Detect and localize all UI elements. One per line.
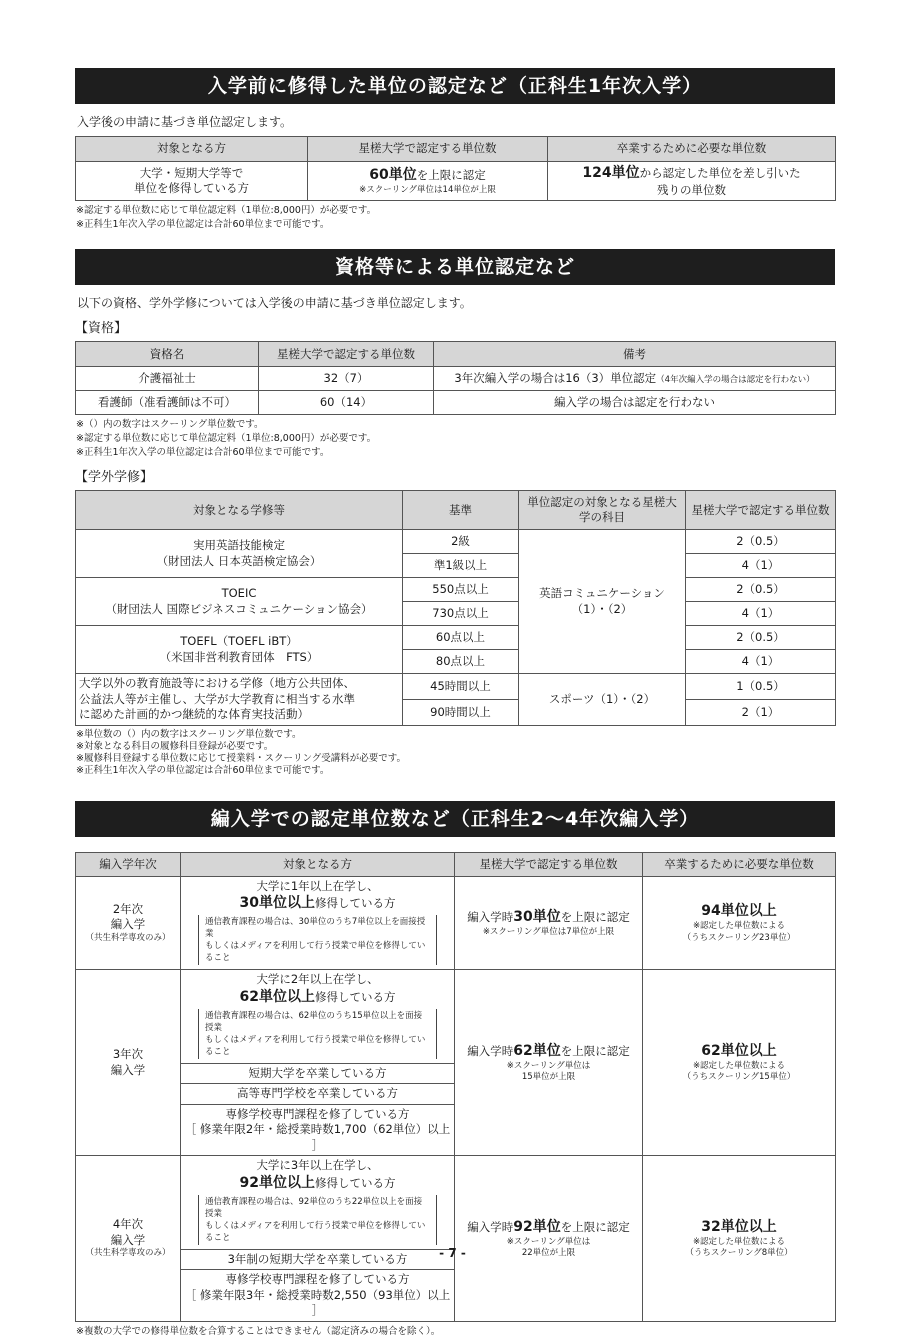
table-row: 短期大学を卒業している方 [76,1063,836,1084]
table-row: 730点以上 4（1） [76,602,836,626]
pre-admission-table [75,136,836,201]
target-cell: 大学・短期大学等で 単位を修得している方 [76,162,308,201]
table-row: TOEIC （財団法人 国際ビジネスコミュニケーション協会） 550点以上 2（0.5） [76,578,836,602]
table-row: 専修学校専門課程を修了している方 ［ 修業年限3年・総授業時数2,550（93単位）以上 ］ [76,1270,836,1322]
qualifications-table [75,341,836,415]
col-header: 基準 [403,491,519,530]
col-header: 対象となる方 [181,852,455,876]
section-title-pre-admission: 入学前に修得した単位の認定など（正科生1年次入学） [75,68,835,104]
notes: ※認定する単位数に応じて単位認定料（1単位:8,000円）が必要です。 ※正科生1年次入学の単位認定は合計60単位まで可能です。 [76,205,377,231]
table-row: 2年次 編入学 （共生科学専攻のみ） 大学に1年以上在学し、 30単位以上修得している方 通信教育課程の場合は、30単位のうち7単位以上を面接授業 もしくはメディアを利用して行う授業で単位を修得していること 編入学時30単位を上限に認定 ※スクーリング単位は7単位が上限 94単位以上 ※認定した単位数による （うちスクーリング23単位） [76,876,836,969]
page [75,68,835,1339]
col-header: 資格名 [76,342,259,367]
external-study-table [75,490,836,726]
page-number: - 7 - [439,1246,466,1260]
table-row: 3年次 編入学 大学に2年以上在学し、 62単位以上修得している方 通信教育課程の場合は、62単位のうち15単位以上を面接授業 もしくはメディアを利用して行う授業で単位を修得していること 編入学時62単位を上限に認定 ※スクーリング単位は 15単位が上限 62単位以上 ※認定した単位数による （うちスクーリング15単位） [76,970,836,1063]
graduation-cell: 124単位から認定した単位を差し引いた 残りの単位数 [548,162,836,201]
table-row: 90時間以上 2（1） [76,700,836,726]
subheading-external-study: 【学外学修】 [75,470,154,486]
section-title-qualifications: 資格等による単位認定など [75,249,835,285]
subject-english: 英語コミュニケーション （1）・（2） [519,530,686,674]
col-header: 星槎大学で認定する単位数 [455,852,643,876]
col-header: 備考 [434,342,836,367]
col-header: 対象となる学修等 [76,491,403,530]
notes: ※単位数の（）内の数字はスクーリング単位数です。 ※対象となる科目の履修科目登録が必要です。 ※履修科目登録する単位数に応じて授業料・スクーリング受講料が必要です。 ※正科生1年次入学の単位認定は合計60単位まで可能です。 [76,728,407,776]
subheading-qualifications: 【資格】 [75,321,128,337]
col-header: 卒業するために必要な単位数 [548,137,836,162]
table-row: 看護師（准看護師は不可） 60（14） 編入学の場合は認定を行わない [76,391,836,415]
table-row: 4年次 編入学 （共生科学専攻のみ） 大学に3年以上在学し、 92単位以上修得している方 通信教育課程の場合は、92単位のうち22単位以上を面接授業 もしくはメディアを利用して行う授業で単位を修得していること 編入学時92単位を上限に認定 ※スクーリング単位は 22単位が上限 32単位以上 ※認定した単位数による （うちスクーリング8単位） [76,1156,836,1249]
table-row: 高等専門学校を卒業している方 [76,1084,836,1105]
col-header: 卒業するために必要な単位数 [643,852,836,876]
section-lead: 以下の資格、学外学修については入学後の申請に基づき単位認定します。 [77,296,472,311]
table-row: 専修学校専門課程を修了している方 ［ 修業年限2年・総授業時数1,700（62単位）以上 ］ [76,1104,836,1156]
credit-cell: 60単位を上限に認定 ※スクーリング単位は14単位が上限 [308,162,548,201]
notes: ※複数の大学での修得単位数を合算することはできません（認定済みの場合を除く）。 [76,1325,441,1337]
col-header: 単位認定の対象となる星槎大学の科目 [519,491,686,530]
notes: ※（）内の数字はスクーリング単位数です。 ※認定する単位数に応じて単位認定料（1単位:8,000円）が必要です。 ※正科生1年次入学の単位認定は合計60単位まで可能です。 [76,419,377,459]
year-cell: 4年次 編入学 （共生科学専攻のみ） [76,1156,181,1321]
table-row: 準1級以上 4（1） [76,554,836,578]
col-header: 対象となる方 [76,137,308,162]
section-title-transfer: 編入学での認定単位数など（正科生2～4年次編入学） [75,801,835,837]
table-row: 実用英語技能検定 （財団法人 日本英語検定協会） 2級 英語コミュニケーション （1）・（2） 2（0.5） [76,530,836,554]
col-header: 星槎大学で認定する単位数 [259,342,434,367]
col-header: 編入学年次 [76,852,181,876]
table-row: 大学以外の教育施設等における学修（地方公共団体、 公益法人等が主催し、大学が大学教育に相当する水準 に認めた計画的かつ継続的な体育実技活動） 45時間以上 スポーツ（1）・（2） 1（0.5） [76,674,836,700]
section-lead: 入学後の申請に基づき単位認定します。 [77,115,293,129]
subject-sports: スポーツ（1）・（2） [519,674,686,726]
year-cell: 3年次 編入学 [76,970,181,1156]
table-row: 80点以上 4（1） [76,650,836,674]
year-cell: 2年次 編入学 （共生科学専攻のみ） [76,876,181,969]
table-row: 3年制の短期大学を卒業している方 [76,1249,836,1270]
table-row: 介護福祉士 32（7） 3年次編入学の場合は16（3）単位認定（4年次編入学の場合は認定を行わない） [76,367,836,391]
col-header: 星槎大学で認定する単位数 [686,491,836,530]
table-row: TOEFL（TOEFL iBT） （米国非営利教育団体 FTS） 60点以上 2（0.5） [76,626,836,650]
col-header: 星槎大学で認定する単位数 [308,137,548,162]
